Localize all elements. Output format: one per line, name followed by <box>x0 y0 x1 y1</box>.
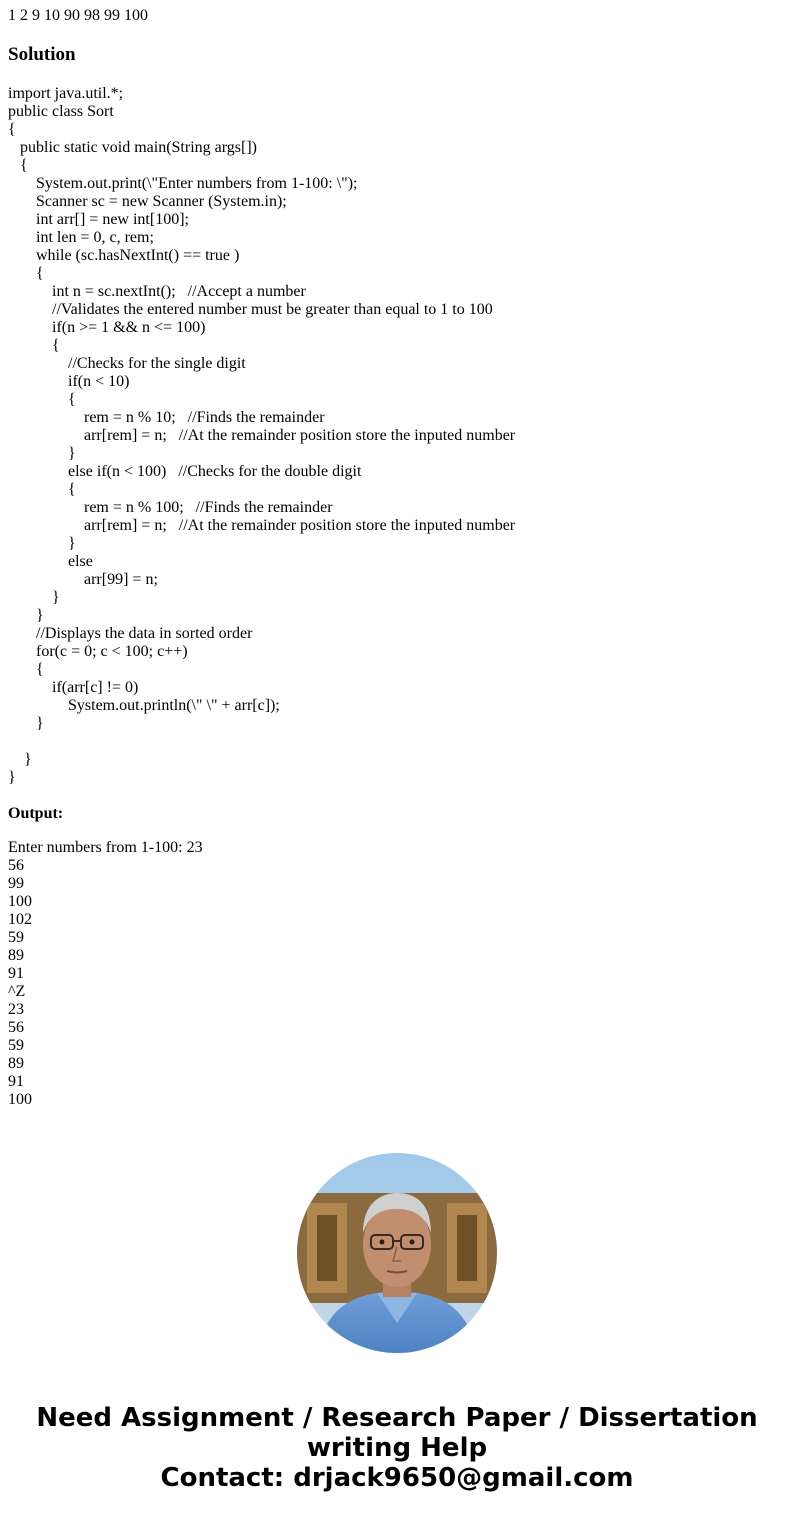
code-line: //Checks for the single digit <box>8 355 246 372</box>
output-line: 100 <box>8 1091 32 1108</box>
sorted-numbers-line: 1 2 9 10 90 98 99 100 <box>8 7 148 24</box>
code-line: if(n < 10) <box>8 373 130 390</box>
output-line: 59 <box>8 929 24 946</box>
author-photo-image <box>297 1153 497 1353</box>
code-line: { <box>8 661 44 678</box>
code-block <box>8 85 786 787</box>
code-line: } <box>8 715 44 732</box>
code-line: System.out.print(\"Enter numbers from 1-100: \"); <box>8 175 358 192</box>
output-line: 99 <box>8 875 24 892</box>
code-line: { <box>8 121 16 138</box>
output-line: 56 <box>8 857 24 874</box>
output-line: 91 <box>8 1073 24 1090</box>
code-line: Scanner sc = new Scanner (System.in); <box>8 193 287 210</box>
code-line: //Displays the data in sorted order <box>8 625 253 642</box>
code-line: { <box>8 481 76 498</box>
code-line: while (sc.hasNextInt() == true ) <box>8 247 240 264</box>
author-photo <box>297 1153 497 1353</box>
output-line: 89 <box>8 1055 24 1072</box>
code-line: } <box>8 589 60 606</box>
output-line: 91 <box>8 965 24 982</box>
code-line: else if(n < 100) //Checks for the double digit <box>8 463 362 480</box>
code-line: { <box>8 391 76 408</box>
output-line: 56 <box>8 1019 24 1036</box>
output-block <box>8 839 786 1109</box>
output-line: 23 <box>8 1001 24 1018</box>
code-line: public static void main(String args[]) <box>8 139 257 156</box>
code-line: rem = n % 10; //Finds the remainder <box>8 409 325 426</box>
output-line: 59 <box>8 1037 24 1054</box>
code-line: System.out.println(\" \" + arr[c]); <box>8 697 280 714</box>
code-line: for(c = 0; c < 100; c++) <box>8 643 188 660</box>
code-line: arr[rem] = n; //At the remainder position store the inputed number <box>8 427 516 444</box>
code-line: //Validates the entered number must be greater than equal to 1 to 100 <box>8 301 493 318</box>
code-line: rem = n % 100; //Finds the remainder <box>8 499 333 516</box>
output-label: Output: <box>8 805 64 822</box>
output-line: 100 <box>8 893 32 910</box>
code-line: int n = sc.nextInt(); //Accept a number <box>8 283 306 300</box>
code-line: { <box>8 337 60 354</box>
code-line: } <box>8 535 76 552</box>
output-line: 102 <box>8 911 32 928</box>
help-banner-line-2: writing Help <box>306 1433 488 1463</box>
code-line: { <box>8 157 28 174</box>
code-line: } <box>8 607 44 624</box>
code-line: arr[rem] = n; //At the remainder position store the inputed number <box>8 517 516 534</box>
code-line: else <box>8 553 93 570</box>
help-banner <box>0 1403 794 1493</box>
code-line: if(n >= 1 && n <= 100) <box>8 319 206 336</box>
document-body <box>8 7 786 1109</box>
help-banner-line-1: Need Assignment / Research Paper / Dissertation <box>36 1403 758 1433</box>
code-line: import java.util.*; <box>8 85 124 102</box>
contact-email: Contact: drjack9650@gmail.com <box>160 1463 634 1493</box>
code-line: { <box>8 265 44 282</box>
code-line: int len = 0, c, rem; <box>8 229 154 246</box>
code-line: } <box>8 751 32 768</box>
code-line: if(arr[c] != 0) <box>8 679 139 696</box>
code-line <box>8 733 786 751</box>
output-line: ^Z <box>8 983 26 1000</box>
output-line: 89 <box>8 947 24 964</box>
code-line: public class Sort <box>8 103 114 120</box>
code-line: arr[99] = n; <box>8 571 158 588</box>
code-line: int arr[] = new int[100]; <box>8 211 189 228</box>
code-line: } <box>8 769 16 786</box>
code-line: } <box>8 445 76 462</box>
output-line: Enter numbers from 1-100: 23 <box>8 839 203 856</box>
solution-heading: Solution <box>8 44 76 65</box>
